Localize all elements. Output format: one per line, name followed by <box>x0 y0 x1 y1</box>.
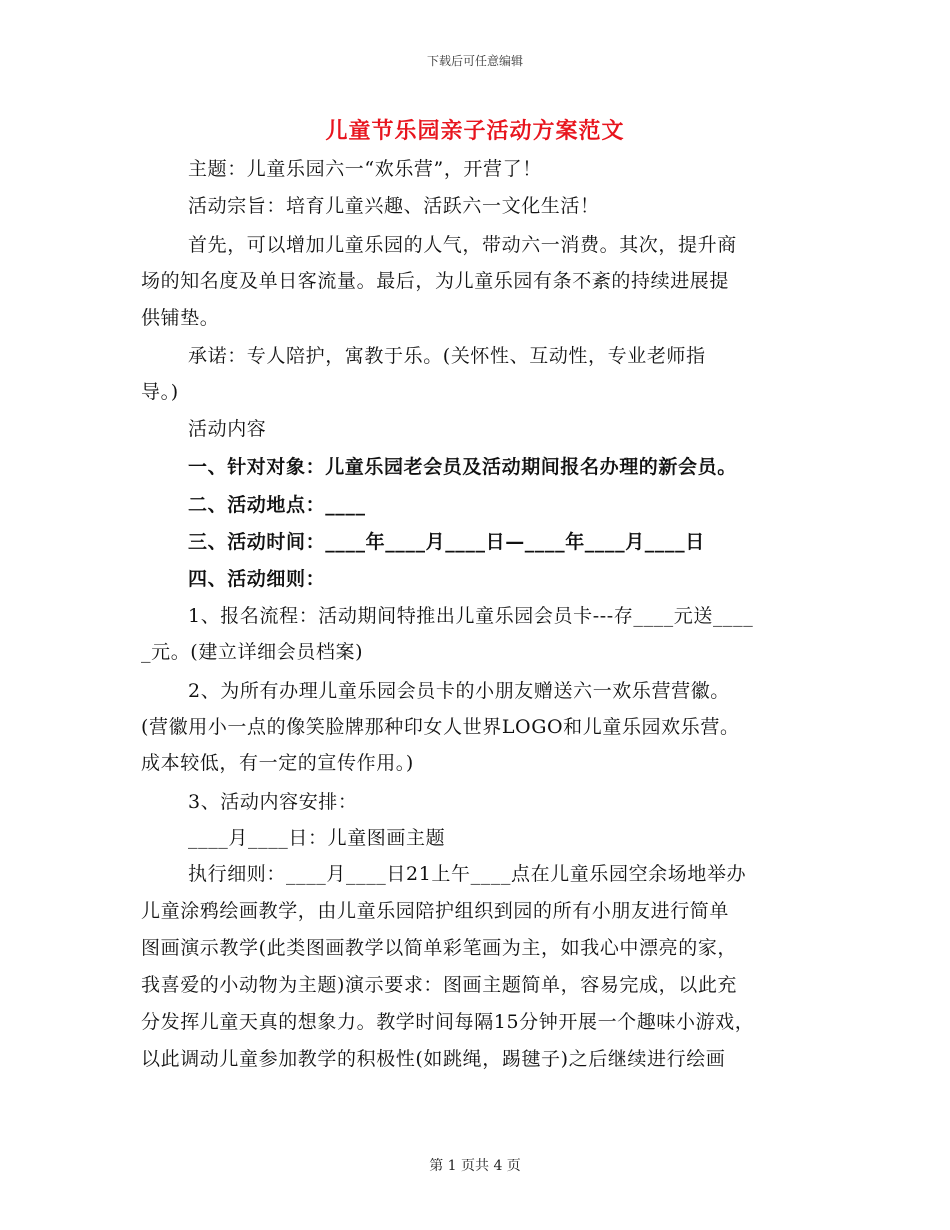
document-title: 儿童节乐园亲子活动方案范文 <box>325 118 625 144</box>
execution-detail-line-5: 分发挥儿童天真的想象力。教学时间每隔15分钟开展一个趣味小游戏， <box>141 1011 755 1033</box>
rule-3-heading: 3、活动内容安排： <box>188 791 358 813</box>
execution-detail-line-4: 我喜爱的小动物为主题)演示要求：图画主题简单，容易完成，以此充 <box>141 974 738 996</box>
heading-time: 三、活动时间：____年____月____日—____年____月____日 <box>188 531 705 553</box>
heading-target-audience: 一、针对对象：儿童乐园老会员及活动期间报名办理的新会员。 <box>188 456 737 478</box>
rule-2-line-3: 成本较低，有一定的宣传作用。) <box>141 752 414 774</box>
execution-detail-line-6: 以此调动儿童参加教学的积极性(如跳绳，踢毽子)之后继续进行绘画 <box>141 1048 726 1070</box>
heading-venue: 二、活动地点：____ <box>188 494 366 516</box>
execution-detail-line-2: 儿童涂鸦绘画教学，由儿童乐园陪护组织到园的所有小朋友进行简单 <box>141 900 730 922</box>
execution-detail-line-1: 执行细则：____月____日21上午____点在儿童乐园空余场地举办 <box>188 863 747 885</box>
rule-2-line-1: 2、为所有办理儿童乐园会员卡的小朋友赠送六一欢乐营营徽。 <box>188 680 730 702</box>
rule-1-line-2: _元。(建立详细会员档案) <box>141 641 364 663</box>
paragraph-intro-line-3: 供铺垫。 <box>141 307 220 329</box>
paragraph-theme: 主题：儿童乐园六一“欢乐营”，开营了！ <box>188 158 542 180</box>
page-header-note: 下载后可任意编辑 <box>426 54 523 68</box>
paragraph-promise-line-1: 承诺：专人陪护，寓教于乐。(关怀性、互动性，专业老师指 <box>188 345 706 367</box>
paragraph-promise-line-2: 导。) <box>141 381 179 403</box>
rule-2-line-2: (营徽用小一点的像笑脸牌那种印女人世界LOGO和儿童乐园欢乐营。 <box>141 716 740 738</box>
execution-detail-line-3: 图画演示教学(此类图画教学以简单彩笔画为主，如我心中漂亮的家， <box>141 937 738 959</box>
section-label-activity-content: 活动内容 <box>188 418 267 440</box>
paragraph-intro-line-2: 场的知名度及单日客流量。最后，为儿童乐园有条不紊的持续进展提 <box>141 270 730 292</box>
page-number: 第 1 页共 4 页 <box>429 1158 521 1174</box>
paragraph-purpose: 活动宗旨：培育儿童兴趣、活跃六一文化生活！ <box>188 195 600 217</box>
schedule-date-theme: ____月____日：儿童图画主题 <box>188 827 446 849</box>
paragraph-intro-line-1: 首先，可以增加儿童乐园的人气，带动六一消费。其次，提升商 <box>188 234 737 256</box>
rule-1-line-1: 1、报名流程：活动期间特推出儿童乐园会员卡---存____元送____ <box>188 605 754 627</box>
heading-rules: 四、活动细则： <box>188 568 326 590</box>
